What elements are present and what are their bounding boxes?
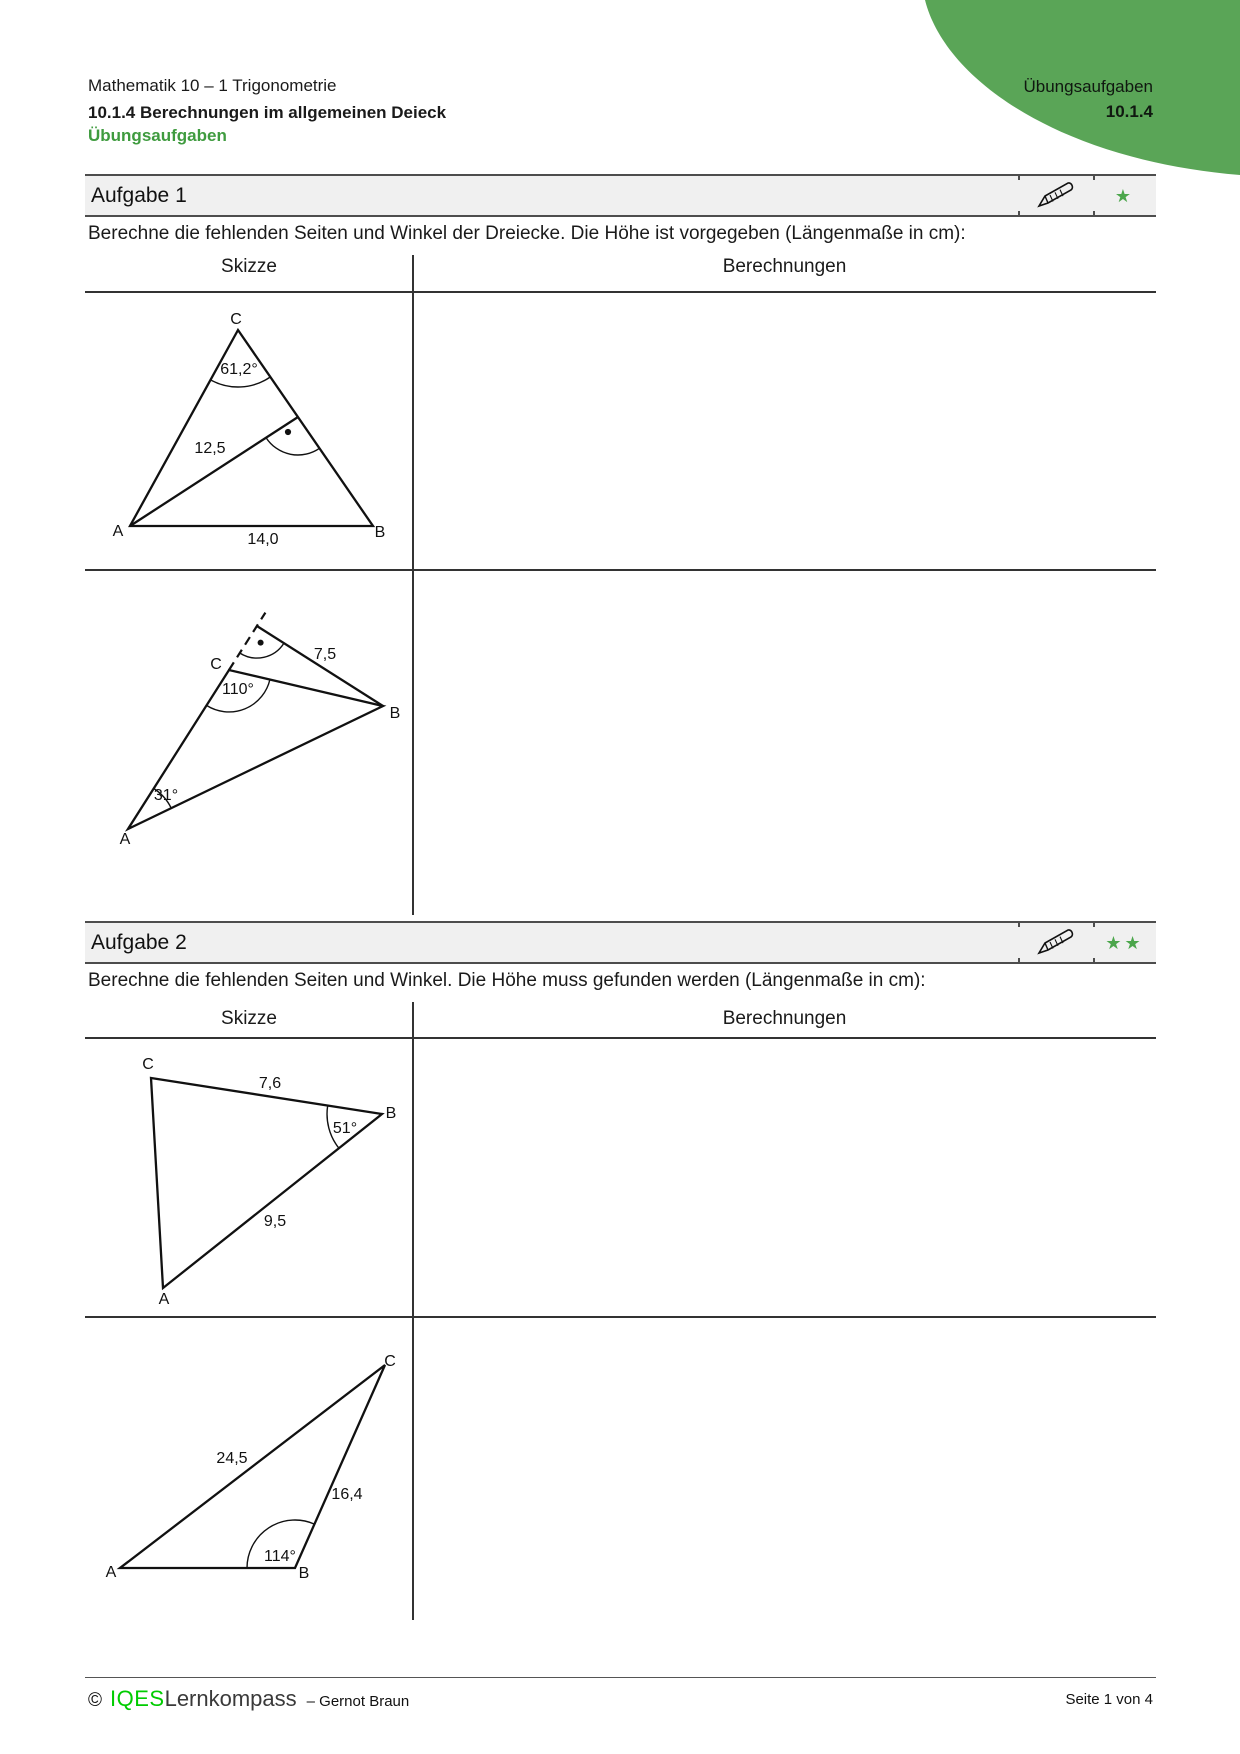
vertex-label-b: B [298,1565,310,1582]
triangle-outline [120,1365,385,1568]
header-topic: 10.1.4 Berechnungen im allgemeinen Deieck [88,103,447,122]
lernkompass-logo-text: Lernkompass [164,1686,297,1711]
task2-col-sketch: Skizze [221,1008,277,1029]
task2-difficulty-stars: ★★ [1105,932,1144,953]
footer [88,1686,409,1712]
vertex-label-a: A [158,1291,170,1308]
vertex-label-c: C [230,311,242,328]
copyright-symbol: © [88,1690,102,1711]
header-subtitle: Übungsaufgaben [88,126,227,145]
side-value-cb: 7,6 [258,1075,282,1092]
angle-value-a: 31° [153,787,179,804]
page-number: Seite 1 von 4 [1065,1691,1153,1708]
task1-difficulty-stars: ★ [1114,185,1135,206]
triangle-outline [130,330,373,526]
pencil-icon [1036,927,1076,959]
task1-col-sketch: Skizze [221,256,277,277]
task1-col-calc: Berechnungen [722,256,847,277]
vertex-label-c: C [210,656,222,673]
right-angle-dot [285,429,291,435]
footer-author: – Gernot Braun [306,1693,410,1710]
height-value: 7,5 [313,646,337,663]
footer-rule [85,1677,1156,1678]
right-angle-dot [258,640,264,646]
angle-arc-c [211,377,271,387]
vertex-label-b: B [389,705,401,722]
header-course: Mathematik 10 – 1 Trigonometrie [88,76,337,95]
base-value: 14,0 [247,531,279,548]
angle-value-c: 110° [222,681,254,698]
pencil-icon [1036,180,1076,212]
badge-title: Übungsaufgaben [1023,77,1153,96]
task2-pencil-cell [1018,923,1093,962]
angle-value-b: 51° [332,1120,358,1137]
iqes-logo-text: IQES [110,1686,165,1711]
vertex-label-c: C [142,1056,154,1073]
side-value-ab: 9,5 [263,1213,287,1230]
triangle-outline [151,1078,382,1288]
task2-instruction: Berechne die fehlenden Seiten und Winkel. Die Höhe muss gefunden werden (Längenmaße in cm): [88,970,926,991]
task2-title: Aufgabe 2 [91,931,187,954]
sketch-triangle-1 [85,292,413,569]
vertex-label-a: A [112,523,124,540]
height-line [130,417,298,526]
angle-value-c: 61,2° [220,361,258,378]
task2-bar [85,921,1156,964]
triangle-outline [128,670,383,829]
task1-bar [85,174,1156,217]
badge-code: 10.1.4 [1105,102,1153,121]
height-line [257,626,383,706]
right-angle-arc [240,643,284,658]
right-angle-arc [266,438,319,455]
vertex-label-b: B [374,524,386,541]
side-value-bc: 16,4 [331,1486,363,1503]
vertex-label-c: C [384,1353,396,1370]
task1-title: Aufgabe 1 [91,184,187,207]
height-value: 12,5 [194,440,226,457]
vertex-label-a: A [105,1564,117,1581]
task2-col-calc: Berechnungen [722,1008,847,1029]
vertex-label-a: A [119,831,131,848]
sketch-triangle-3 [85,1039,413,1316]
side-value-ac: 24,5 [216,1450,248,1467]
sketch-triangle-4 [85,1317,413,1620]
vertex-label-b: B [385,1105,397,1122]
angle-value-b: 114° [264,1548,296,1565]
task1-pencil-cell [1018,176,1093,215]
sketch-triangle-2 [85,570,413,915]
task1-instruction: Berechne die fehlenden Seiten und Winkel der Dreiecke. Die Höhe ist vorgegeben (Längenmaße in cm): [88,223,966,244]
